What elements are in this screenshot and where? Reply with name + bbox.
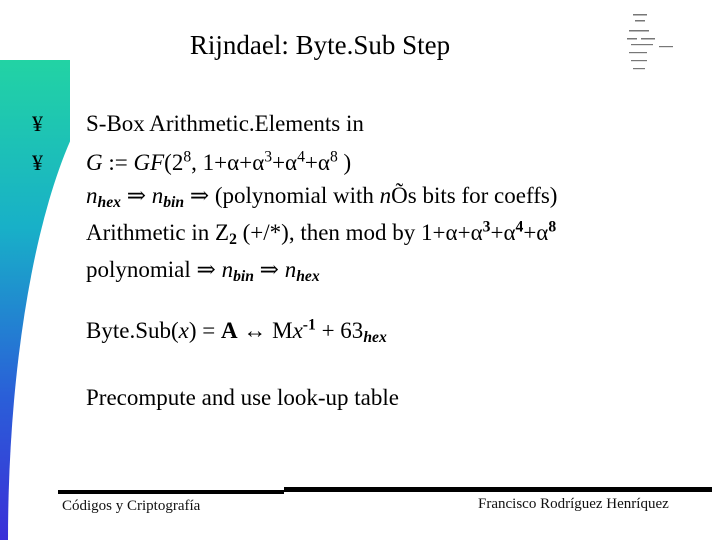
text-line-sbox: S-Box Arithmetic.Elements in — [86, 111, 364, 136]
field-symbol: G — [86, 150, 103, 175]
gf-symbol: GF — [133, 150, 165, 175]
footer-divider — [284, 487, 712, 492]
bullet-marker: ¥ — [32, 111, 43, 136]
text-line-polynomial: polynomial ⇒ $n_{bin}$ ⇒ $n_{hex}$ — [86, 257, 320, 285]
bullet-marker: ¥ — [32, 150, 43, 175]
slide-title: Rijndael: Byte.Sub Step — [189, 30, 451, 60]
text-line-bytesub-formula: Byte.Sub(x) = A ↔ $Mx^{-1} + 63_{hex}$ — [86, 316, 387, 346]
text-line-field: G := $GF(2^8$, $1+\alpha+\alpha^3+\alpha^4+\alpha^8$ ) — [86, 148, 352, 175]
footer-author-name: Francisco Rodríguez Henríquez — [478, 496, 669, 512]
footer-divider — [58, 490, 284, 494]
footer-course-name: Códigos y Criptografía — [62, 498, 201, 514]
text-line-arithmetic: Arithmetic in $Z_2$ (+/*), then mod by $1+\alpha+\alpha^3+\alpha^4+\alpha^8$ — [86, 218, 557, 248]
text-line-conversion: $n_{hex}$ ⇒ $n_{bin}$ ⇒ (polynomial with nÕs bits for coeffs) — [86, 183, 558, 211]
text-line-precompute: Precompute and use look-up table — [86, 385, 399, 410]
